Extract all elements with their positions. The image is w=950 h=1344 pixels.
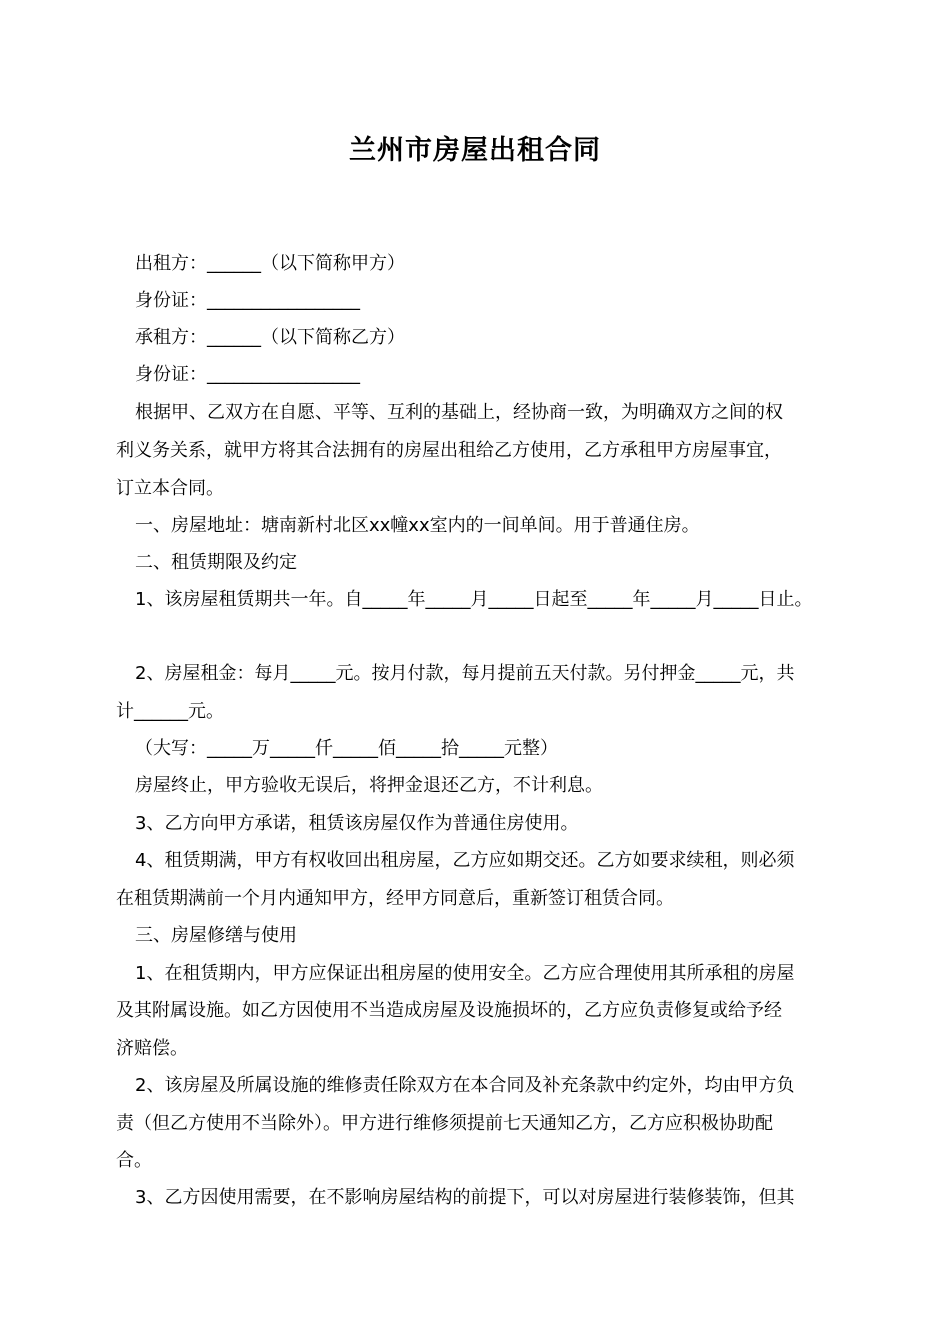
preamble-line-3: 订立本合同。: [116, 478, 224, 499]
lessor-id-line: 身份证：_________________: [135, 290, 360, 311]
amount-in-words-line: （大写：_____万_____仟_____佰_____拾_____元整）: [135, 738, 558, 759]
preamble-line-1: 根据甲、乙双方在自愿、平等、互利的基础上，经协商一致，为明确双方之间的权: [135, 402, 783, 423]
section-2-heading: 二、租赁期限及约定: [135, 552, 297, 573]
clause-2-4-line-2: 在租赁期满前一个月内通知甲方，经甲方同意后，重新签订租赁合同。: [116, 888, 674, 909]
preamble-line-2: 利义务关系，就甲方将其合法拥有的房屋出租给乙方使用，乙方承租甲方房屋事宜，: [116, 440, 782, 461]
clause-2-2-line-2: 计______元。: [116, 701, 224, 722]
document-title: 兰州市房屋出租合同: [349, 135, 601, 166]
clause-3-1-line-3: 济赔偿。: [116, 1038, 188, 1059]
clause-2-1: 1、该房屋租赁期共一年。自_____年_____月_____日起至_____年_____月_____日止。: [135, 589, 813, 610]
clause-3-2-line-1: 2、该房屋及所属设施的维修责任除双方在本合同及补充条款中约定外，均由甲方负: [135, 1075, 795, 1096]
lessor-line: 出租方：______（以下简称甲方）: [135, 253, 405, 274]
clause-3-2-line-2: 责（但乙方使用不当除外）。甲方进行维修须提前七天通知乙方，乙方应积极协助配: [116, 1113, 773, 1134]
clause-2-4-line-1: 4、租赁期满，甲方有权收回出租房屋，乙方应如期交还。乙方如要求续租，则必须: [135, 850, 795, 871]
clause-3-1-line-1: 1、在租赁期内，甲方应保证出租房屋的使用安全。乙方应合理使用其所承租的房屋: [135, 963, 795, 984]
section-3-heading: 三、房屋修缮与使用: [135, 925, 297, 946]
clause-3-2-line-3: 合。: [116, 1150, 152, 1171]
clause-3-3-line-1: 3、乙方因使用需要，在不影响房屋结构的前提下，可以对房屋进行装修装饰，但其: [135, 1187, 795, 1208]
lessee-line: 承租方：______（以下简称乙方）: [135, 327, 405, 348]
lessee-id-line: 身份证：_________________: [135, 364, 360, 385]
section-1-address: 一、房屋地址：塘南新村北区xx幢xx室内的一间单间。用于普通住房。: [135, 515, 700, 536]
deposit-return-line: 房屋终止，甲方验收无误后，将押金退还乙方，不计利息。: [135, 775, 603, 796]
clause-3-1-line-2: 及其附属设施。如乙方因使用不当造成房屋及设施损坏的，乙方应负责修复或给予经: [116, 1000, 782, 1021]
clause-2-3: 3、乙方向甲方承诺，租赁该房屋仅作为普通住房使用。: [135, 813, 579, 834]
clause-2-2-line-1: 2、房屋租金：每月_____元。按月付款，每月提前五天付款。另付押金_____元，共: [135, 663, 795, 684]
